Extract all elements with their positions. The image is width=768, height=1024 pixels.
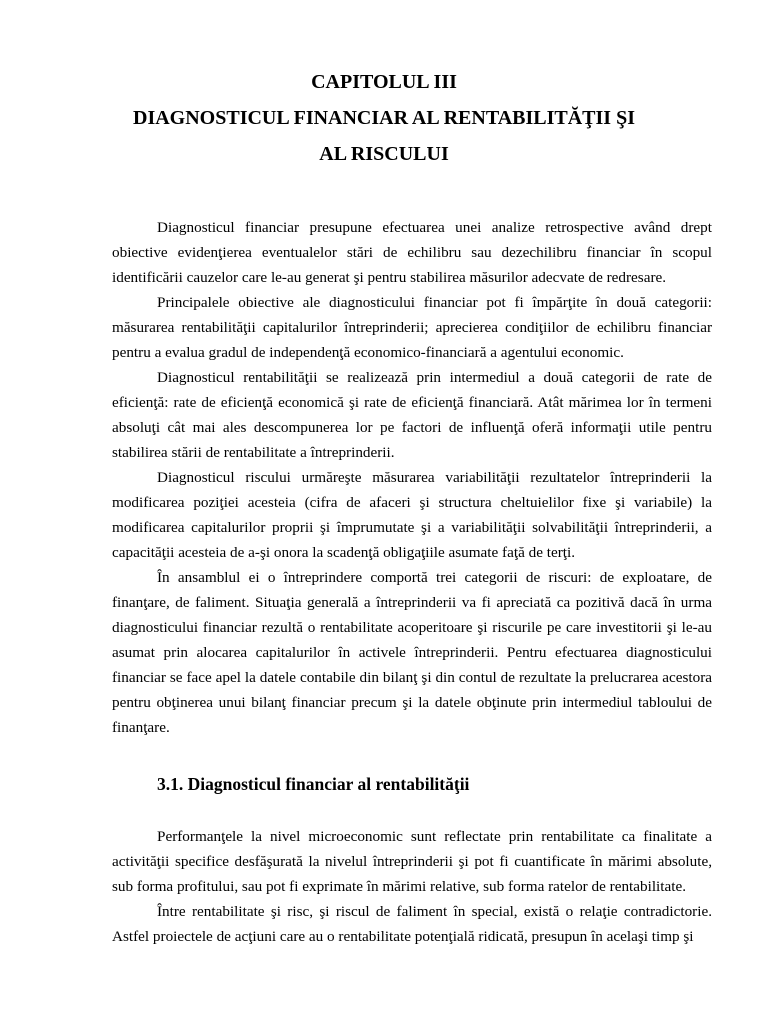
paragraph: Diagnosticul riscului urmăreşte măsurarea variabilităţii rezultatelor întreprinderii la modificarea poziţiei acesteia (cifra de afaceri şi structura cheltuielilor fixe şi variabile) la modificarea capitalurilor proprii şi împrumutate şi a variabilităţii solvabilităţii întreprinderii, a capacităţii acesteia de a-şi onora la scadenţă obligaţiile asumate faţă de terţi.: [112, 469, 712, 561]
paragraph: Diagnosticul financiar presupune efectuarea unei analize retrospective având drept obiective evidenţierea eventualelor stări de echilibru sau dezechilibru financiar în scopul identificării cauzelor care le-au generat şi pentru stabilirea măsurilor adecvate de redresare.: [112, 219, 712, 286]
chapter-title-line-1: DIAGNOSTICUL FINANCIAR AL RENTABILITĂŢII ŞI: [133, 107, 635, 129]
chapter-body: [112, 215, 712, 740]
paragraph: Performanţele la nivel microeconomic sunt reflectate prin rentabilitate ca finalitate a activităţii specifice desfăşurată la nivelul întreprinderii şi pot fi cuantificate în mărimi absolute, sub forma profitului, sau pot fi exprimate în mărimi relative, sub forma ratelor de rentabilitate.: [112, 828, 712, 895]
section-body: [112, 824, 712, 949]
chapter-title-line-2: AL RISCULUI: [319, 143, 449, 165]
paragraph: În ansamblul ei o întreprindere comportă trei categorii de riscuri: de exploatare, de finanţare, de faliment. Situaţia generală a întreprinderii va fi apreciată ca pozitivă dacă în urma diagnosticului financiar rezultă o rentabilitate acoperitoare şi riscurile pe care investitorii şi le-au asumat prin alocarea capitalurilor în activele întreprinderii. Pentru efectuarea diagnosticului financiar se face apel la datele contabile din bilanţ şi din contul de rezultate la prelucrarea acestora pentru obţinerea unui bilanţ financiar precum şi la datele obţinute prin intermediul tabloului de finanţare.: [112, 569, 712, 736]
paragraph: Principalele obiective ale diagnosticului financiar pot fi împărţite în două categorii: măsurarea rentabilităţii capitalurilor întreprinderii; aprecierea condiţiilor de echilibru financiar pentru a evalua gradul de independenţă economico-financiară a agentului economic.: [112, 294, 712, 361]
section-heading: 3.1. Diagnosticul financiar al rentabilităţii: [157, 774, 470, 794]
chapter-label: CAPITOLUL III: [311, 71, 457, 93]
chapter-heading: [0, 64, 768, 172]
paragraph: Diagnosticul rentabilităţii se realizează prin intermediul a două categorii de rate de eficienţă: rate de eficienţă economică şi rate de eficienţă financiară. Atât mărimea lor în termeni absoluţi cât mai ales descompunerea lor pe factori de influenţă oferă informaţii utile pentru stabilirea stării de rentabilitate a întreprinderii.: [112, 369, 712, 461]
paragraph: Între rentabilitate şi risc, şi riscul de faliment în special, există o relaţie contradictorie. Astfel proiectele de acţiuni care au o rentabilitate potenţială ridicată, presupun în acelaşi timp şi: [112, 903, 712, 945]
